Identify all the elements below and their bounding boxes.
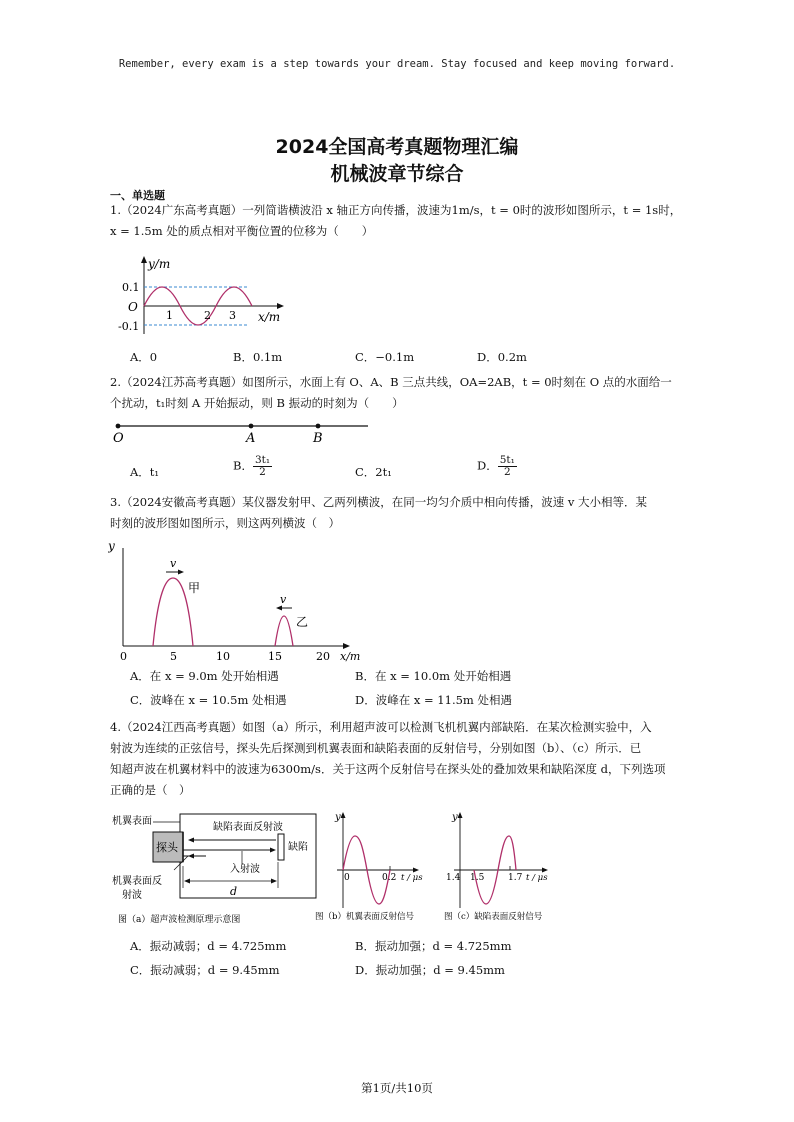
q4b-xlabel: t / μs	[401, 873, 423, 883]
q4c-ylabel: y	[452, 812, 458, 823]
page-footer: 第1页/共10页	[361, 1081, 433, 1095]
q4-figure-a	[110, 808, 324, 932]
q4-option-d[interactable]: D．振动加强；d = 9.45mm	[355, 963, 505, 977]
q4a-defect	[278, 834, 284, 860]
question-4	[110, 717, 695, 801]
q4c-xlabel: t / μs	[526, 873, 548, 883]
q4c-t1: 1.5	[470, 873, 485, 883]
q3-ylabel: y	[108, 539, 115, 553]
question-1-line2: x = 1.5m 处的质点相对平衡位置的位移为（ ）	[110, 224, 374, 238]
q2-point-b	[316, 424, 321, 429]
q1-ylabel: y/m	[148, 257, 171, 271]
q3-tick-20: 20	[316, 650, 330, 663]
q4a-d-label: d	[230, 885, 238, 898]
q2-option-d-letter: D．	[477, 458, 498, 473]
question-4-line2: 射波为连续的正弦信号，探头先后探测到机翼表面和缺陷表面的反射信号，分别如图（b）、（c）所示．已	[110, 741, 642, 755]
q1-wave-figure	[108, 254, 308, 340]
q4b-caption: 图（b）机翼表面反射信号	[315, 912, 414, 922]
q4a-d-arrow-left	[184, 879, 190, 884]
q4-option-c[interactable]: C．振动减弱；d = 9.45mm	[130, 963, 280, 977]
q1-tick-2: 2	[204, 309, 211, 322]
q3-tick-10: 10	[216, 650, 230, 663]
q1-tick-1: 1	[166, 309, 173, 322]
section-heading: 一、单选题	[110, 189, 165, 202]
q4a-defect-reflect-label: 缺陷表面反射波	[213, 822, 283, 833]
q1-y-arrow	[141, 256, 147, 263]
q4a-defect-label: 缺陷	[288, 842, 308, 853]
q2-option-c[interactable]: C．2t₁	[355, 465, 392, 479]
q2-option-b-fraction	[253, 455, 272, 478]
q4-figure-b	[315, 808, 437, 932]
q2-point-o	[116, 424, 121, 429]
q3-v-jia: v	[170, 557, 177, 570]
q4a-wing-reflect-label1: 机翼表面反	[112, 876, 162, 887]
q3-wave-yi	[275, 616, 293, 646]
q3-tick-5: 5	[170, 650, 177, 663]
q2-option-a[interactable]: A．t₁	[130, 465, 160, 479]
q4c-t2: 1.7	[508, 873, 523, 883]
q2-label-b: B	[313, 431, 323, 446]
q3-x-arrow	[343, 643, 350, 649]
q2-line-figure	[110, 418, 380, 448]
question-1-line1: 1.（2024广东高考真题）一列简谐横波沿 x 轴正方向传播，波速为1m/s，t = 0时的波形如图所示，t = 1s时，	[110, 203, 682, 217]
q2-point-a	[249, 424, 254, 429]
q4b-t0: 0	[344, 873, 350, 883]
q1-tick-3: 3	[229, 309, 236, 322]
q4c-t0: 1.4	[446, 873, 461, 883]
q4-option-a[interactable]: A．振动减弱；d = 4.725mm	[130, 939, 287, 953]
q1-x-arrow	[277, 303, 284, 309]
question-2-line2: 个扰动，t₁时刻 A 开始振动，则 B 振动的时刻为（ ）	[110, 396, 404, 410]
q3-xlabel: x/m	[340, 650, 361, 663]
q3-arrowhead-jia	[178, 570, 184, 575]
q4a-wing-reflect-label2: 射波	[122, 890, 142, 901]
q4-option-b[interactable]: B．振动加强；d = 4.725mm	[355, 939, 512, 953]
q3-label-yi: 乙	[296, 615, 309, 629]
q4a-probe-label: 探头	[156, 841, 178, 854]
q2-option-b-num: 3t₁	[254, 454, 271, 466]
q3-arrowhead-yi	[276, 606, 282, 611]
q4c-x-arrow	[542, 868, 548, 873]
q2-option-b-den: 2	[259, 466, 266, 478]
q3-label-jia: 甲	[188, 581, 201, 595]
question-1	[110, 200, 695, 242]
q4b-ylabel: y	[335, 812, 341, 823]
q4c-y-arrow	[458, 812, 463, 818]
question-2-line1: 2.（2024江苏高考真题）如图所示，水面上有 O、A、B 三点共线，OA=2AB，t = 0时刻在 O 点的水面给一	[110, 375, 672, 389]
question-3	[110, 492, 695, 534]
q3-v-yi: v	[280, 593, 287, 606]
q4b-t1: 0.2	[382, 873, 397, 883]
q4-figure-c	[440, 808, 570, 932]
q2-label-o: O	[113, 431, 124, 446]
question-3-line1: 3.（2024安徽高考真题）某仪器发射甲、乙两列横波，在同一均匀介质中相向传播，波速 v 大小相等．某	[110, 495, 648, 509]
q3-tick-15: 15	[268, 650, 282, 663]
q2-label-a: A	[246, 431, 256, 446]
page-title: 2024全国高考真题物理汇编	[275, 136, 519, 158]
q1-option-c[interactable]: C．−0.1m	[355, 350, 415, 364]
q2-option-d-fraction	[498, 455, 517, 478]
q1-xlabel: x/m	[258, 310, 281, 324]
q3-wave-figure	[108, 538, 368, 664]
q2-option-d-den: 2	[503, 466, 511, 478]
q1-option-b[interactable]: B．0.1m	[233, 350, 283, 364]
question-4-line3: 知超声波在机翼材料中的波速为6300m/s．关于这两个反射信号在探头处的叠加效果和缺陷深度 d，下列选项	[110, 762, 666, 776]
q3-wave-jia	[153, 578, 193, 646]
q4a-wing-reflect-arrow	[188, 854, 194, 859]
question-2	[110, 372, 695, 414]
q1-ybot: -0.1	[118, 320, 140, 333]
page-subtitle: 机械波章节综合	[330, 163, 464, 185]
q4a-incident-arrow	[270, 848, 276, 853]
q4a-d-arrow-right	[271, 879, 277, 884]
q3-option-c[interactable]: C．波峰在 x = 10.5m 处相遇	[130, 693, 287, 707]
q3-option-b[interactable]: B．在 x = 10.0m 处开始相遇	[355, 669, 512, 683]
q2-option-b-letter: B．	[233, 458, 253, 473]
q2-option-d[interactable]	[477, 455, 517, 478]
q4a-wing-surface: 机翼表面	[112, 816, 152, 827]
q4b-y-arrow	[341, 812, 346, 818]
q4a-caption: 图（a）超声波检测原理示意图	[118, 915, 241, 925]
q1-option-a[interactable]: A．0	[130, 350, 158, 364]
q2-option-d-num: 5t₁	[499, 454, 515, 466]
q4a-incident-label: 入射波	[230, 864, 260, 875]
q3-option-d[interactable]: D．波峰在 x = 11.5m 处相遇	[355, 693, 512, 707]
question-3-line2: 时刻的波形图如图所示，则这两列横波（ ）	[110, 516, 340, 530]
q3-option-a[interactable]: A．在 x = 9.0m 处开始相遇	[130, 669, 279, 683]
question-4-line1: 4.（2024江西高考真题）如图（a）所示，利用超声波可以检测飞机机翼内部缺陷．在某次检测实验中，入	[110, 720, 652, 734]
q1-option-d[interactable]: D．0.2m	[477, 350, 527, 364]
q3-tick-0: 0	[120, 650, 127, 663]
q1-origin: O	[128, 300, 138, 314]
q4b-x-arrow	[413, 868, 419, 873]
q2-option-b[interactable]	[233, 455, 272, 478]
question-4-line4: 正确的是（ ）	[110, 783, 191, 797]
q1-ytop: 0.1	[122, 281, 140, 294]
motto-header: Remember, every exam is a step towards your dream. Stay focused and keep moving forward.	[118, 58, 676, 70]
q4c-caption: 图（c）缺陷表面反射信号	[444, 912, 543, 922]
q4a-defect-reflect-arrow	[188, 838, 194, 843]
